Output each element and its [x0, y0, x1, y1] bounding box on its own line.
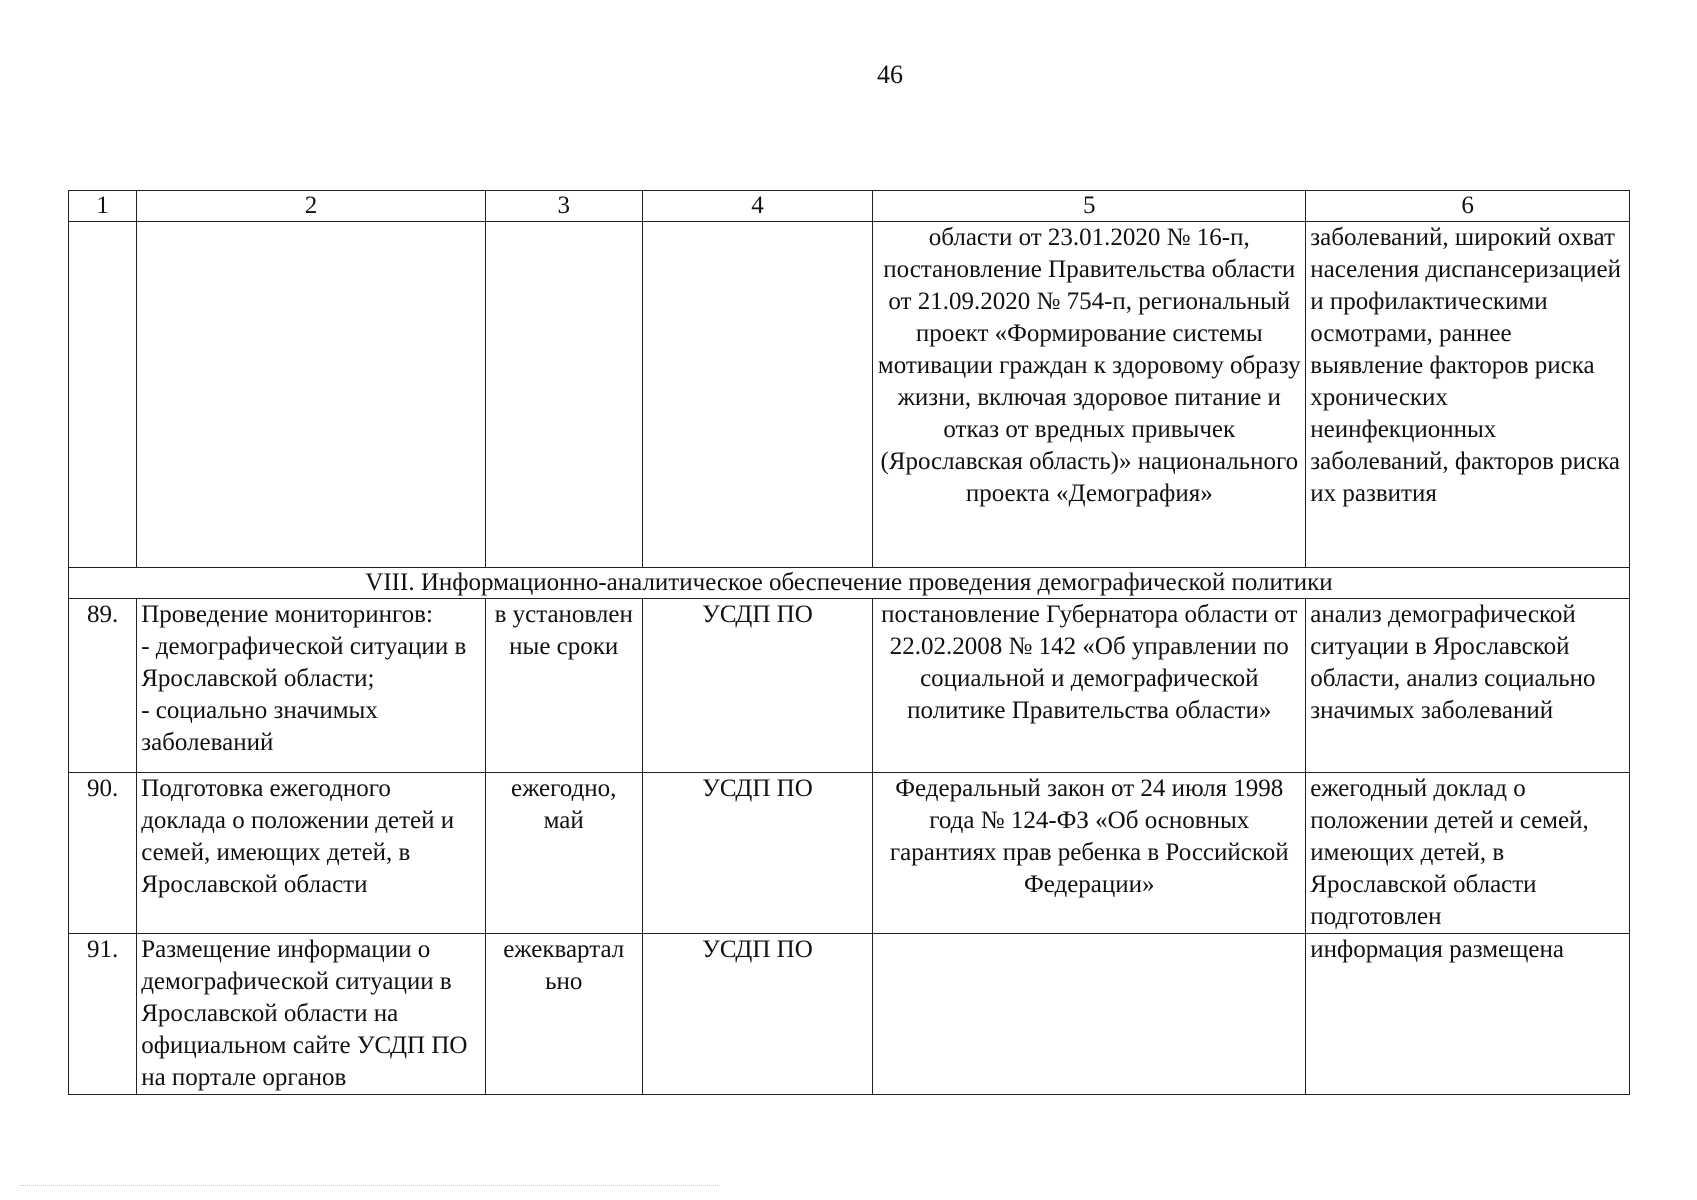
result-cell: информация размещена — [1306, 934, 1630, 1095]
term-cell: ежеквартал ьно — [485, 934, 642, 1095]
table-row — [69, 599, 1630, 773]
section-title: VIII. Информационно-аналитическое обеспечение проведения демографической политики — [69, 568, 1630, 599]
term-cell: ежегодно, май — [485, 773, 642, 934]
empty-cell — [137, 222, 486, 568]
basis-cell: области от 23.01.2020 № 16-п, постановление Правительства области от 21.09.2020 № 754-п, региональный проект «Формирование системы мотивации граждан к здоровому образу жизни, включая здоровое питание и отказ от вредных привычек (Ярославская область)» национального проекта «Демография» — [873, 222, 1306, 568]
measure-cell: Подготовка ежегодного доклада о положении детей и семей, имеющих детей, в Ярославской области — [137, 773, 486, 934]
header-cell: 4 — [642, 191, 873, 222]
section-row — [69, 568, 1630, 599]
empty-cell — [642, 222, 873, 568]
basis-cell: Федеральный закон от 24 июля 1998 года № 124-ФЗ «Об основных гарантиях прав ребенка в Российской Федерации» — [873, 773, 1306, 934]
executor-cell: УСДП ПО — [642, 934, 873, 1095]
executor-cell: УСДП ПО — [642, 599, 873, 773]
table-row — [69, 773, 1630, 934]
empty-cell — [69, 222, 137, 568]
page-number: 46 — [877, 60, 903, 89]
basis-cell — [873, 934, 1306, 1095]
header-cell: 6 — [1306, 191, 1630, 222]
measure-cell: Проведение мониторингов: - демографической ситуации в Ярославской области; - социально значимых заболеваний — [137, 599, 486, 773]
result-cell: анализ демографической ситуации в Ярославской области, анализ социально значимых заболеваний — [1306, 599, 1630, 773]
table-row — [69, 934, 1630, 1095]
term-cell: в установлен ные сроки — [485, 599, 642, 773]
row-number: 91. — [69, 934, 137, 1095]
empty-cell — [485, 222, 642, 568]
plan-table — [68, 190, 1630, 1095]
header-cell: 1 — [69, 191, 137, 222]
row-number: 89. — [69, 599, 137, 773]
header-cell: 2 — [137, 191, 486, 222]
executor-cell: УСДП ПО — [642, 773, 873, 934]
scan-artifact-line — [20, 1185, 720, 1187]
result-cell: ежегодный доклад о положении детей и семей, имеющих детей, в Ярославской области подготовлен — [1306, 773, 1630, 934]
continuation-row — [69, 222, 1630, 568]
header-cell: 3 — [485, 191, 642, 222]
result-cell: заболеваний, широкий охват населения диспансеризацией и профилактическими осмотрами, раннее выявление факторов риска хронических неинфекционных заболеваний, факторов риска их развития — [1306, 222, 1630, 568]
header-cell: 5 — [873, 191, 1306, 222]
measure-cell: Размещение информации о демографической ситуации в Ярославской области на официальном сайте УСДП ПО на портале органов — [137, 934, 486, 1095]
row-number: 90. — [69, 773, 137, 934]
basis-cell: постановление Губернатора области от 22.02.2008 № 142 «Об управлении по социальной и демографической политике Правительства области» — [873, 599, 1306, 773]
table-header-row — [69, 191, 1630, 222]
